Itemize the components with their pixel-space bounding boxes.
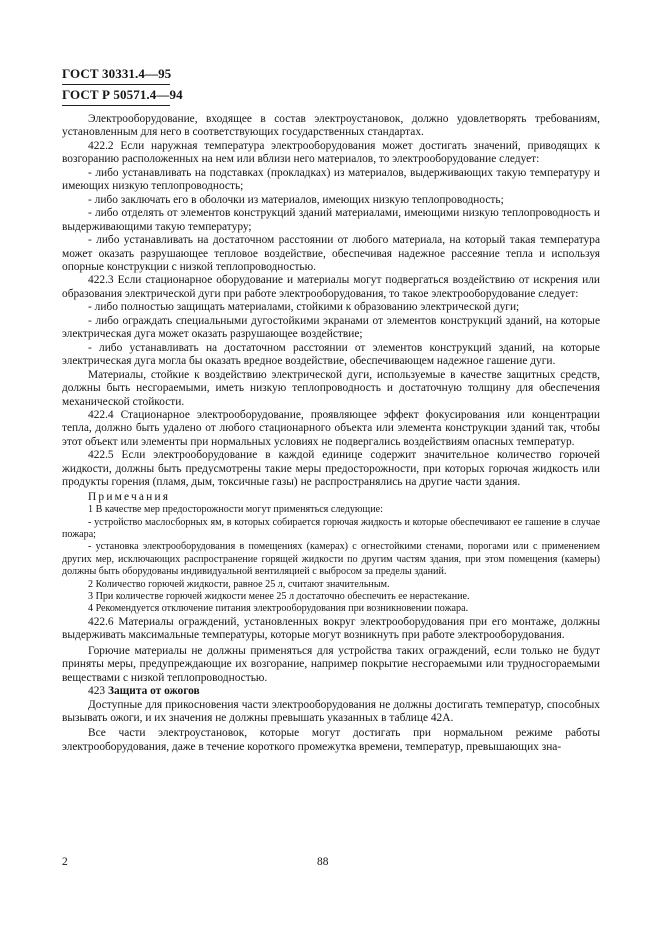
note-paragraph: - установка электрооборудования в помещениях (камерах) с огнестойкими стенами, порогами или с применением других мер, исключающих распространение горящей жидкости по другим частям здания, при этом помещения (камеры) должны быть оборудованы индивидуальной вентиляцией с выбросом за пределы зданий.	[62, 541, 600, 578]
note-paragraph: 4 Рекомендуется отключение питания электрооборудования при возникновении пожара.	[88, 603, 469, 615]
section-number: 423	[88, 685, 106, 698]
page-number: 2	[62, 856, 68, 868]
standard-number-secondary: ГОСТ Р 50571.4—94	[62, 87, 183, 102]
paragraph: Горючие материалы не должны применяться для устройства таких ограждений, если только не будут приняты меры, предупреждающие их возгорание, например покрытие несгораемыми или трудносгораемыми веществами с низкой теплопроводностью.	[62, 644, 600, 684]
paragraph: - либо устанавливать на достаточном расстоянии от любого материала, на который такая температура может оказать разрушающее тепловое воздействие, обеспечивая надежное рассеяние тепла и используя опорные конструкции с низкой теплопроводностью.	[62, 234, 600, 273]
print-page-number: 88	[317, 856, 329, 868]
paragraph: Электрооборудование, входящее в состав электроустановок, должно удовлетворять требованиям, установленным для него в соответствующих государственных стандартах.	[62, 113, 600, 139]
paragraph: - либо отделять от элементов конструкций зданий материалами, имеющими низкую теплопроводность и выдерживающими такую температуру;	[62, 207, 600, 233]
note-paragraph: - устройство маслосборных ям, в которых собирается горючая жидкость и которые обеспечивают ее гашение в случае пожара;	[62, 516, 600, 540]
paragraph: Доступные для прикосновения части электрооборудования не должны достигать температур, способных вызывать ожоги, и их значения не должны превышать указанных в таблице 42А.	[62, 698, 600, 724]
paragraph: 422.6 Материалы ограждений, установленных вокруг электрооборудования при его монтаже, должны выдерживать максимальные температуры, которые могут возникнуть при работе электрооборудования.	[62, 615, 600, 642]
paragraph: Материалы, стойкие к воздействию электрической дуги, используемые в качестве защитных средств, должны быть несгораемыми, иметь низкую теплопроводность и достаточную толщину для обеспечения механической стойкости.	[62, 368, 600, 408]
paragraph: - либо заключать его в оболочки из материалов, имеющих низкую теплопроводность;	[88, 193, 504, 206]
paragraph: 422.2 Если наружная температура электрооборудования может достигать значений, приводящих к возгоранию расположенных на нем или вблизи него материалов, то электрооборудование следует:	[62, 139, 600, 166]
paragraph: 422.3 Если стационарное оборудование и материалы могут подвергаться воздействию от искрения или образования электрической дуги при работе электрооборудования, то такое электрооборудование следует:	[62, 274, 600, 300]
note-paragraph: 2 Количество горючей жидкости, равное 25 л, считают значительным.	[88, 578, 390, 590]
paragraph: - либо ограждать специальными дугостойкими экранами от элементов конструкций зданий, на которые электрическая дуга может оказать разрушающее воздействие;	[62, 314, 600, 341]
note-paragraph: 1 В качестве мер предосторожности могут применяться следующие:	[88, 504, 383, 516]
paragraph: - либо устанавливать на подставках (прокладках) из материалов, выдерживающих такую температуру и имеющих низкую теплопроводность;	[62, 166, 600, 193]
header-rule	[62, 84, 170, 85]
notes-title: Примечания	[88, 490, 171, 503]
header-rule	[62, 105, 170, 106]
paragraph: - либо полностью защищать материалами, стойкими к образованию электрической дуги;	[88, 301, 520, 314]
standard-number-primary: ГОСТ 30331.4—95	[62, 66, 172, 81]
paragraph: 422.4 Стационарное электрооборудование, проявляющее эффект фокусирования или концентрации тепла, должно быть удалено от любого стационарного объекта или элемента конструкции зданий так, чтобы этот объект или элементы при нормальных условиях не подвергались воздействиям опасных температур.	[62, 408, 600, 448]
paragraph: 422.5 Если электрооборудование в каждой единице содержит значительное количество горючей жидкости, должны быть предусмотрены такие меры предосторожности, при которых горючая жидкость или продукты горения (пламя, дым, токсичные газы) не распространялись на другие части здания.	[62, 449, 600, 489]
paragraph: - либо устанавливать на достаточном расстоянии от элементов конструкций зданий, на которые электрическая дуга могла бы оказать вредное воздействие, обеспечивающем надежное гашение дуги.	[62, 341, 600, 368]
document-body	[62, 113, 600, 754]
section-title: Защита от ожогов	[107, 685, 200, 698]
note-paragraph: 3 При количестве горючей жидкости менее 25 л достаточно обеспечить ее нерастекание.	[88, 590, 470, 602]
section-heading	[62, 685, 600, 698]
paragraph: Все части электроустановок, которые могут достигать при нормальном режиме работы электрооборудования, даже в течение короткого промежутка времени, температур, превышающих зна-	[62, 727, 600, 753]
